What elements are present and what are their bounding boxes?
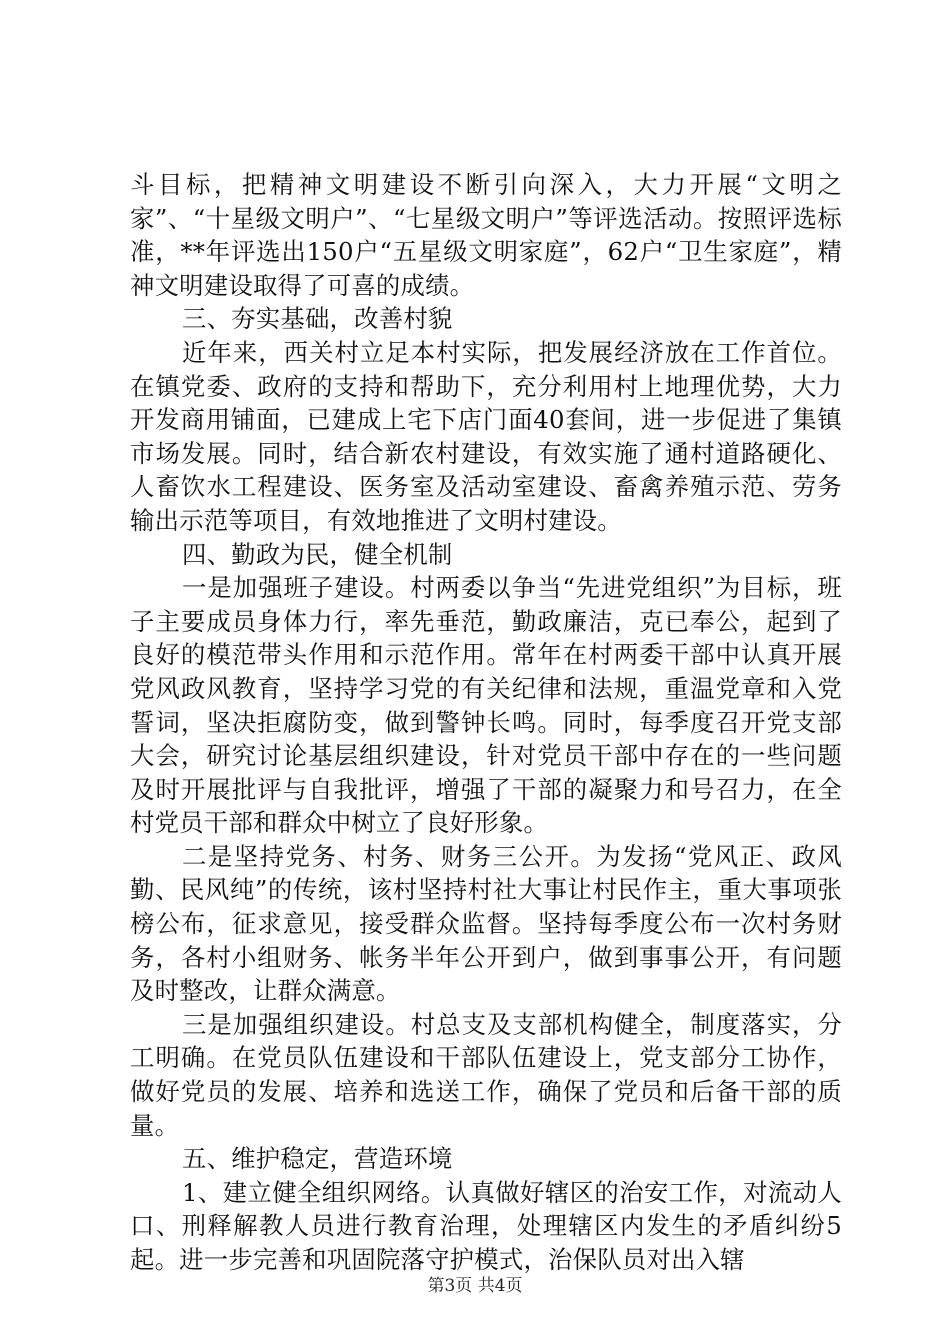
paragraph-organization-network: 1、建立健全组织网络。认真做好辖区的治安工作，对流动人口、刑释解教人员进行教育治理，处理辖区内发生的矛盾纠纷5起。进一步完善和巩固院落守护模式，治保队员对出入辖 [130, 1177, 842, 1274]
paragraph-team-building: 一是加强班子建设。村两委以争当“先进党组织”为目标，班子主要成员身体力行，率先垂范，勤政廉洁，克已奉公，起到了良好的模范带头作用和示范作用。常年在村两委干部中认真开展党风政风教育，坚持学习党的有关纪律和法规，重温党章和入党誓词，坚决拒腐防变，做到警钟长鸣。同时，每季度召开党支部大会，研究讨论基层组织建设，针对党员干部中存在的一些问题及时开展批评与自我批评，增强了干部的凝聚力和号召力，在全村党员干部和群众中树立了良好形象。 [130, 573, 842, 838]
page-number-label: 第3页 共4页 [427, 1276, 523, 1296]
paragraph-organization-building: 三是加强组织建设。村总支及支部机构健全，制度落实，分工明确。在党员队伍建设和干部队伍建设上，党支部分工协作，做好党员的发展、培养和选送工作，确保了党员和后备干部的质量。 [130, 1009, 842, 1140]
document-body [130, 168, 842, 1277]
paragraph-three-openness: 二是坚持党务、村务、财务三公开。为发扬“党风正、政风勤、民风纯”的传统，该村坚持村社大事让村民作主，重大事项张榜公布，征求意见，接受群众监督。坚持每季度公布一次村务财务，各村小组财务、帐务半年公开到户，做到事事公开，有问题及时整改，让群众满意。 [130, 841, 842, 1006]
page-footer [0, 1275, 950, 1297]
section-heading-5: 五、维护稳定，营造环境 [182, 1144, 453, 1174]
paragraph-continuation: 斗目标，把精神文明建设不断引向深入，大力开展“文明之家”、“十星级文明户”、“七星级文明户”等评选活动。按照评选标准，**年评选出150户“五星级文明家庭”，62户“卫生家庭”，精神文明建设取得了可喜的成绩。 [130, 170, 842, 300]
section-heading-4: 四、勤政为民，健全机制 [182, 539, 453, 569]
section-heading-3: 三、夯实基础，改善村貌 [182, 304, 453, 334]
paragraph-village-development: 近年来，西关村立足本村实际，把发展经济放在工作首位。在镇党委、政府的支持和帮助下，充分利用村上地理优势，大力开发商用铺面，已建成上宅下店门面40套间，进一步促进了集镇市场发展。同时，结合新农村建设，有效实施了通村道路硬化、人畜饮水工程建设、医务室及活动室建设、畜禽养殖示范、劳务输出示范等项目，有效地推进了文明村建设。 [130, 337, 842, 535]
